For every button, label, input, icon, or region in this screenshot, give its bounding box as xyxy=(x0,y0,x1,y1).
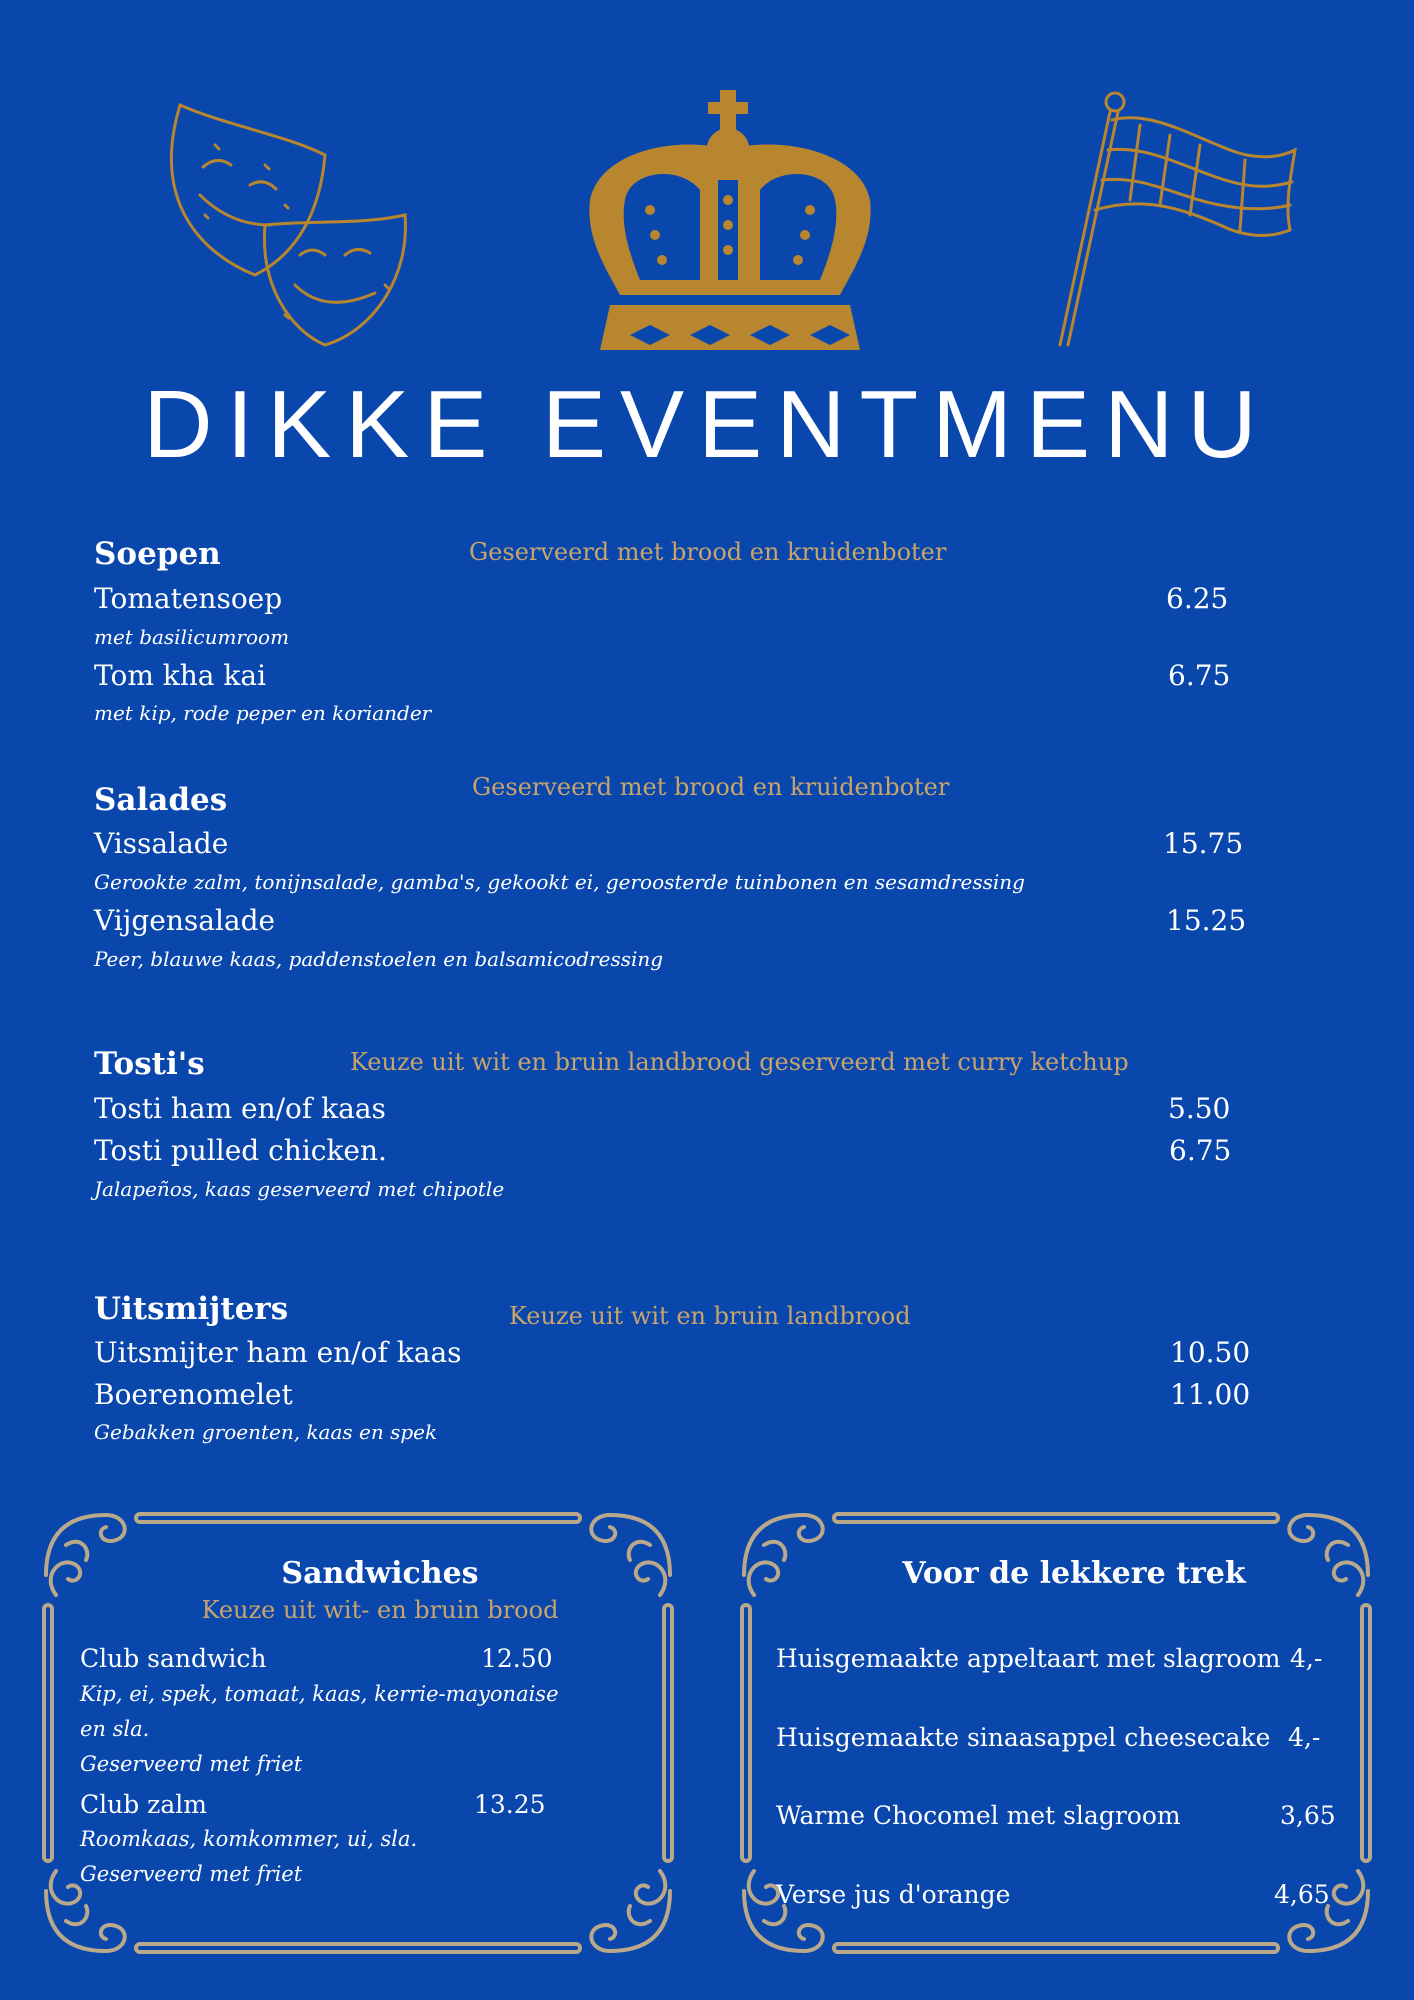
menu-item-price: 15.25 xyxy=(1166,904,1247,937)
section-note-soepen: Geserveerd met brood en kruidenboter xyxy=(469,538,947,566)
menu-item-desc: Peer, blauwe kaas, paddenstoelen en balsamicodressing xyxy=(94,947,664,971)
sandwich-item-price: 13.25 xyxy=(474,1790,546,1819)
menu-item-desc: Gerookte zalm, tonijnsalade, gamba's, gekookt ei, geroosterde tuinbonen en sesamdressing xyxy=(94,870,1025,894)
section-title-soepen: Soepen xyxy=(94,536,221,572)
menu-item-desc: met basilicumroom xyxy=(94,625,290,649)
crown-icon xyxy=(570,90,890,355)
menu-item-price: 10.50 xyxy=(1170,1336,1251,1369)
section-title-uitsmijters: Uitsmijters xyxy=(94,1291,289,1327)
treat-item-price: 4,- xyxy=(1288,1723,1321,1752)
menu-item-name: Boerenomelet xyxy=(94,1378,293,1411)
treat-item-price: 3,65 xyxy=(1280,1801,1336,1830)
sandwich-item-desc: Geserveerd met friet xyxy=(80,1862,303,1886)
treat-item-name: Huisgemaakte sinaasappel cheesecake xyxy=(776,1723,1271,1752)
menu-item-price: 15.75 xyxy=(1163,827,1244,860)
sandwiches-note: Keuze uit wit- en bruin brood xyxy=(201,1596,559,1624)
section-title-salades: Salades xyxy=(94,782,228,818)
sandwich-item-desc: Roomkaas, komkommer, ui, sla. xyxy=(80,1827,418,1851)
menu-item-desc: Gebakken groenten, kaas en spek xyxy=(94,1420,438,1444)
menu-item-price: 5.50 xyxy=(1168,1092,1231,1125)
flag-icon xyxy=(1050,90,1300,350)
sandwich-item-price: 12.50 xyxy=(481,1644,553,1673)
menu-item-name: Uitsmijter ham en/of kaas xyxy=(94,1336,462,1369)
menu-item-name: Vissalade xyxy=(94,827,229,860)
page-title: DIKKE EVENTMENU xyxy=(143,371,1271,478)
section-title-tostis: Tosti's xyxy=(94,1046,205,1082)
menu-item-desc: met kip, rode peper en koriander xyxy=(94,701,432,725)
menu-item-name: Tomatensoep xyxy=(94,582,283,615)
section-note-tostis: Keuze uit wit en bruin landbrood geserveerd met curry ketchup xyxy=(350,1048,1129,1076)
menu-item-name: Tom kha kai xyxy=(94,659,267,692)
menu-item-name: Tosti ham en/of kaas xyxy=(94,1092,386,1125)
menu-item-price: 6.75 xyxy=(1168,659,1231,692)
sandwich-item-name: Club sandwich xyxy=(80,1644,267,1673)
menu-item-price: 11.00 xyxy=(1170,1378,1251,1411)
menu-item-price: 6.75 xyxy=(1169,1134,1232,1167)
menu-item-name: Vijgensalade xyxy=(94,904,276,937)
sandwiches-title: Sandwiches xyxy=(281,1556,479,1591)
sandwich-item-desc: Kip, ei, spek, tomaat, kaas, kerrie-mayonaise xyxy=(80,1682,559,1706)
theater-masks-icon xyxy=(145,85,415,355)
treat-item-name: Warme Chocomel met slagroom xyxy=(776,1801,1181,1830)
sandwich-item-desc: en sla. xyxy=(80,1717,150,1741)
menu-item-price: 6.25 xyxy=(1166,582,1229,615)
treat-item-price: 4,65 xyxy=(1274,1880,1330,1909)
treat-item-price: 4,- xyxy=(1290,1644,1323,1673)
menu-item-name: Tosti pulled chicken. xyxy=(94,1134,387,1167)
sandwich-item-desc: Geserveerd met friet xyxy=(80,1752,303,1776)
section-note-uitsmijters: Keuze uit wit en bruin landbrood xyxy=(509,1302,911,1330)
menu-item-desc: Jalapeños, kaas geserveerd met chipotle xyxy=(94,1177,505,1201)
treats-title: Voor de lekkere trek xyxy=(902,1556,1246,1591)
treat-item-name: Verse jus d'orange xyxy=(776,1880,1011,1909)
sandwich-item-name: Club zalm xyxy=(80,1790,207,1819)
treat-item-name: Huisgemaakte appeltaart met slagroom xyxy=(776,1644,1281,1673)
section-note-salades: Geserveerd met brood en kruidenboter xyxy=(472,773,950,801)
